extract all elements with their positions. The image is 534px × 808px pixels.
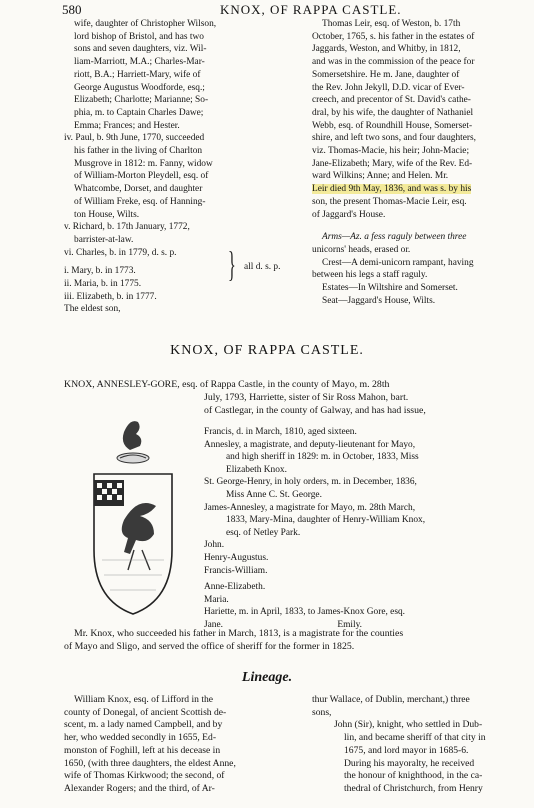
text-line: the Rev. John Jekyll, D.D. vicar of Ever-	[312, 82, 465, 93]
text-line: vi. Charles, b. in 1779, d. s. p.	[64, 247, 177, 258]
child-entry: James-Annesley, a magistrate for Mayo, m. 28th March,	[204, 502, 416, 513]
page-number: 580	[62, 2, 82, 17]
child-entry: Anne-Elizabeth.	[204, 582, 266, 593]
child-entry: Maria.	[204, 594, 229, 605]
text-line: KNOX, ANNESLEY-GORE, esq. of Rappa Castle, in the county of Mayo, m. 28th	[64, 379, 390, 390]
text-line: Webb, esq. of Roundhill House, Somerset-	[312, 120, 473, 131]
text-line: October, 1765, s. his father in the estates of	[312, 31, 475, 42]
text-line: viz. Thomas-Macie, his heir; John-Macie;	[312, 146, 470, 157]
text-line: of Castlegar, in the county of Galway, and has had issue,	[204, 405, 426, 416]
crest-line: between his legs a staff raguly.	[312, 270, 428, 281]
child-entry: 1833, Mary-Mina, daughter of Henry-William Knox,	[226, 515, 426, 526]
text-line: sons and seven daughters, viz. Wil-	[74, 44, 207, 55]
bracket-note: all d. s. p.	[244, 262, 281, 272]
crest-line: Crest—A demi-unicorn rampant, having	[322, 257, 474, 268]
text-line: sons,	[312, 706, 332, 718]
lineage-right-column	[312, 694, 534, 796]
text-line: 1650, (with three daughters, the eldest Anne,	[64, 757, 236, 769]
text-line: and was in the commission of the peace for	[312, 57, 475, 68]
text-line: 1675, and lord mayor in 1685-6.	[344, 744, 469, 756]
child-entry: John.	[204, 540, 225, 551]
child-entry: esq. of Netley Park.	[226, 527, 301, 538]
child-name: Jane.	[204, 619, 224, 630]
text-line: wife, daughter of Christopher Wilson,	[74, 19, 217, 29]
text-line: iv. Paul, b. 9th June, 1770, succeeded	[64, 133, 205, 144]
text-line: of William-Morton Pleydell, esq. of	[74, 171, 209, 182]
text-line: iii. Elizabeth, b. in 1777.	[64, 291, 157, 302]
text-line: George Augustus Woodforde, esq.;	[74, 82, 205, 93]
text-line: her, who wedded secondly in 1655, Ed-	[64, 732, 217, 744]
highlighted-text: Leir died 9th May, 1836, and was s. by his	[312, 184, 472, 195]
text-line: monston of Foghill, left at his decease in	[64, 744, 221, 756]
text-line: Jaggards, Weston, and Whitby, in 1812,	[312, 44, 461, 55]
text-line: v. Richard, b. 17th January, 1772,	[64, 222, 190, 233]
child-entry: St. George-Henry, in holy orders, m. in December, 1836,	[204, 477, 417, 488]
estates-line: Estates—In Wiltshire and Somerset.	[322, 283, 458, 294]
text-line: William Knox, esq. of Lifford in the	[74, 694, 214, 705]
child-entry: Francis, d. in March, 1810, aged sixteen.	[204, 427, 357, 437]
text-line: ton House, Wilts.	[74, 209, 140, 220]
text-line: Thomas Leir, esq. of Weston, b. 17th	[322, 19, 461, 29]
text-line: Mr. Knox, who succeeded his father in March, 1813, is a magistrate for the counties	[74, 628, 404, 639]
text-line: scent, m. a lady named Campbell, and by	[64, 719, 223, 731]
text-line: lord bishop of Bristol, and has two	[74, 31, 204, 42]
text-line: i. Mary, b. in 1773.	[64, 266, 136, 277]
text-line: Elizabeth; Charlotte; Marianne; So-	[74, 95, 209, 106]
child-entry: Francis-William.	[204, 565, 268, 576]
arms-line: unicorns' heads, erased or.	[312, 244, 411, 255]
seat-line: Seat—Jaggard's House, Wilts.	[322, 295, 436, 306]
text-line: liam-Marriott, M.A.; Charles-Mar-	[74, 57, 205, 68]
text-line: Jane-Elizabeth; Mary, wife of the Rev. Ed-	[312, 158, 473, 169]
text-line: shire, and left two sons, and four daughters,	[312, 133, 477, 144]
child-entry: and high sheriff in 1829: m. in October, 1833, Miss	[226, 452, 419, 463]
text-line: his father in the living of Charlton	[74, 146, 203, 157]
text-line: wife of Thomas Kirkwood; the second, of	[64, 770, 225, 782]
child-entry: Hariette, m. in April, 1833, to James-Knox Gore, esq.	[204, 607, 406, 618]
text-line: July, 1793, Harriette, sister of Sir Ross Mahon, bart.	[204, 392, 409, 403]
text-line: phia, m. to Captain Charles Dawe;	[74, 107, 204, 118]
text-line: the honour of knighthood, in the ca-	[344, 770, 483, 782]
text-line: riott, B.A.; Harriett-Mary, wife of	[74, 69, 201, 80]
text-line: ward Wilkins; Anne; and Helen. Mr.	[312, 171, 449, 182]
coat-of-arms-icon	[84, 410, 182, 620]
curly-bracket: }	[228, 244, 236, 284]
child-entry: Elizabeth Knox.	[226, 464, 287, 475]
family-list	[204, 426, 524, 632]
text-line	[312, 183, 532, 196]
child-entry: Annesley, a magistrate, and deputy-lieutenant for Mayo,	[204, 439, 416, 450]
running-title: KNOX, OF RAPPA CASTLE.	[220, 2, 402, 17]
text-line: of Jaggard's House.	[312, 209, 386, 220]
text-line: John (Sir), knight, who settled in Dub-	[334, 719, 483, 731]
text-line: dral, by his wife, the daughter of Nathaniel	[312, 107, 474, 118]
text-line: Musgrove in 1812: m. Fanny, widow	[74, 158, 213, 169]
text-line: of William Freke, esq. of Hanning-	[74, 196, 206, 207]
text-line: of Mayo and Sligo, and served the office of sheriff for the former in 1825.	[64, 641, 355, 653]
child-entry: Miss Anne C. St. George.	[226, 489, 322, 500]
text-line: thur Wallace, of Dublin, merchant,) three	[312, 694, 470, 705]
lineage-heading: Lineage.	[241, 670, 293, 685]
text-line: During his mayoralty, he received	[344, 757, 475, 769]
top-right-column	[312, 18, 532, 307]
text-line: ii. Maria, b. in 1775.	[64, 279, 142, 290]
text-line: son, the present Thomas-Macie Leir, esq.	[312, 196, 467, 207]
text-line: thedral of Christchurch, from Henry	[344, 782, 483, 794]
lineage-left-column	[64, 694, 304, 796]
text-line: barrister-at-law.	[74, 234, 134, 245]
text-line: creech, and precentor of St. David's cathe-	[312, 95, 471, 106]
text-line: Whatcombe, Dorset, and daughter	[74, 184, 203, 195]
mr-knox-paragraph	[64, 627, 534, 653]
child-name: Emily.	[337, 619, 363, 630]
child-entry: Henry-Augustus.	[204, 552, 269, 563]
text-line: Emma; Frances; and Hester.	[74, 120, 180, 131]
text-line: The eldest son,	[64, 304, 121, 315]
section-title: KNOX, OF RAPPA CASTLE.	[170, 343, 364, 358]
text-line: Alexander Rogers; and the third, of Ar-	[64, 782, 215, 794]
arms-line: Arms—Az. a fess raguly between three	[322, 232, 467, 243]
text-line: county of Donegal, of ancient Scottish de-	[64, 706, 227, 718]
text-line: Somersetshire. He m. Jane, daughter of	[312, 69, 460, 80]
text-line: lin, and became sheriff of that city in	[344, 732, 486, 744]
